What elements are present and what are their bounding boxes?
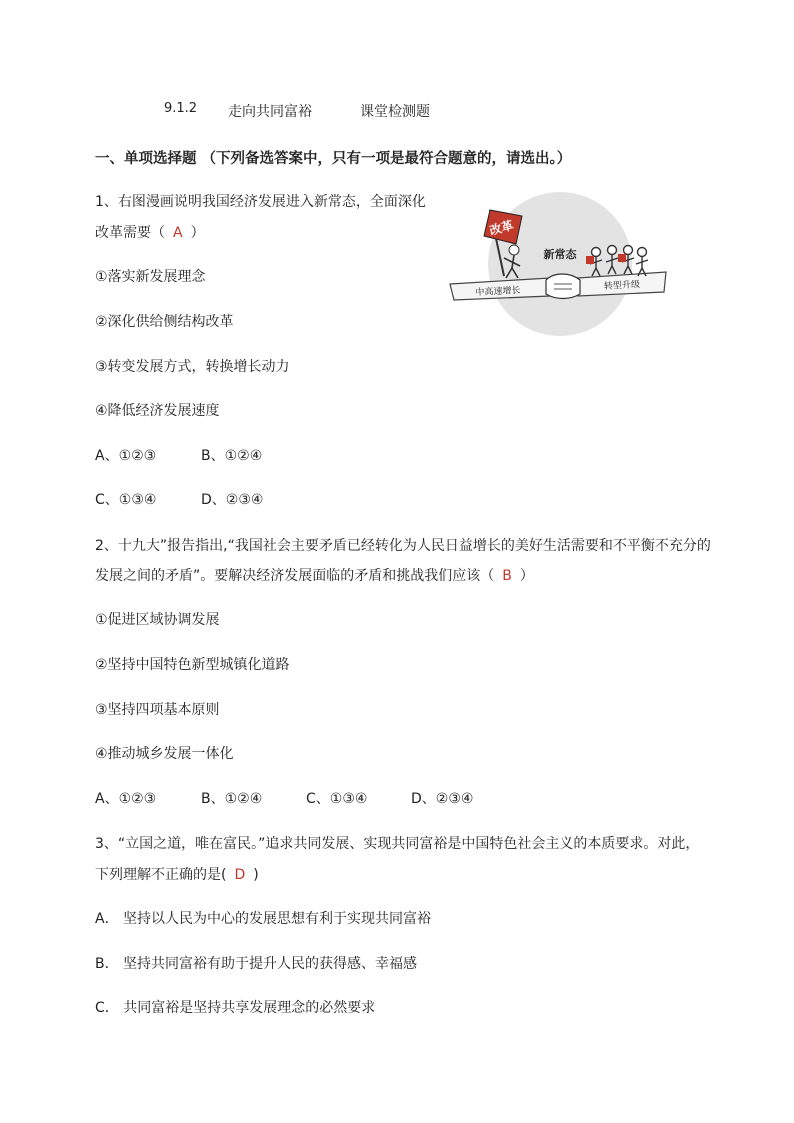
q1-option-c: C、①③④ xyxy=(95,492,157,508)
q2-answer: B xyxy=(502,568,512,584)
lesson-name: 走向共同富裕 xyxy=(228,104,312,120)
q2-item-4: ④推动城乡发展一体化 xyxy=(95,746,234,762)
q1-stem-suffix: ） xyxy=(190,225,205,241)
q2-stem-line1: 2、十九大”报告指出,“我国社会主要矛盾已经转化为人民日益增长的美好生活需要和不平衡不充分的 xyxy=(95,538,711,554)
label-transformation-upgrade: 转型升级 xyxy=(603,280,641,292)
q2-option-a: A、①②③ xyxy=(95,791,157,807)
q3-option-a: A． 坚持以人民为中心的发展思想有利于实现共同富裕 xyxy=(95,911,432,927)
reform-cartoon-image xyxy=(446,192,670,340)
q2-option-b: B、①②④ xyxy=(201,791,263,807)
q1-item-3: ③转变发展方式，转换增长动力 xyxy=(95,359,290,375)
q2-stem-suffix: ） xyxy=(519,568,534,584)
q3-answer: D xyxy=(234,867,246,883)
q2-item-1: ①促进区域协调发展 xyxy=(95,612,220,628)
q3-stem-line2 xyxy=(95,864,259,884)
q2-option-c: C、①③④ xyxy=(306,791,368,807)
q1-stem-line2 xyxy=(95,222,205,242)
q1-item-4: ④降低经济发展速度 xyxy=(95,403,220,419)
q2-item-3: ③坚持四项基本原则 xyxy=(95,702,220,718)
q2-item-2: ②坚持中国特色新型城镇化道路 xyxy=(95,657,290,673)
q1-option-a: A、①②③ xyxy=(95,448,157,464)
q3-option-b: B． 坚持共同富裕有助于提升人民的获得感、幸福感 xyxy=(95,956,418,972)
section-title: 一、单项选择题 （下列备选答案中，只有一项是最符合题意的，请选出。） xyxy=(95,151,572,167)
q1-item-2: ②深化供给侧结构改革 xyxy=(95,314,234,330)
q3-stem-suffix: ) xyxy=(253,867,259,883)
flag-text: 改革 xyxy=(488,218,515,238)
q1-answer: A xyxy=(173,225,183,241)
label-medium-high-growth: 中高速增长 xyxy=(475,285,521,299)
label-new-normal: 新常态 xyxy=(543,248,577,261)
q2-stem-line2 xyxy=(95,565,534,585)
q3-option-c: C． 共同富裕是坚持共享发展理念的必然要求 xyxy=(95,1000,376,1016)
q2-option-d: D、②③④ xyxy=(411,791,474,807)
q1-item-1: ①落实新发展理念 xyxy=(95,269,206,285)
q3-stem-line1: 3、“立国之道，唯在富民。”追求共同发展、实现共同富裕是中国特色社会主义的本质要求。对此， xyxy=(95,836,700,852)
q2-stem-prefix: 发展之间的矛盾”。要解决经济发展面临的矛盾和挑战我们应该（ xyxy=(95,568,495,584)
q1-option-d: D、②③④ xyxy=(201,492,264,508)
q1-stem-line1: 1、右图漫画说明我国经济发展进入新常态，全面深化 xyxy=(95,194,426,210)
lesson-type: 课堂检测题 xyxy=(360,104,430,120)
q1-option-b: B、①②④ xyxy=(201,448,263,464)
q3-stem-prefix: 下列理解不正确的是( xyxy=(95,867,227,883)
lesson-number: 9.1.2 xyxy=(164,101,198,116)
q1-stem-prefix: 改革需要（ xyxy=(95,225,165,241)
